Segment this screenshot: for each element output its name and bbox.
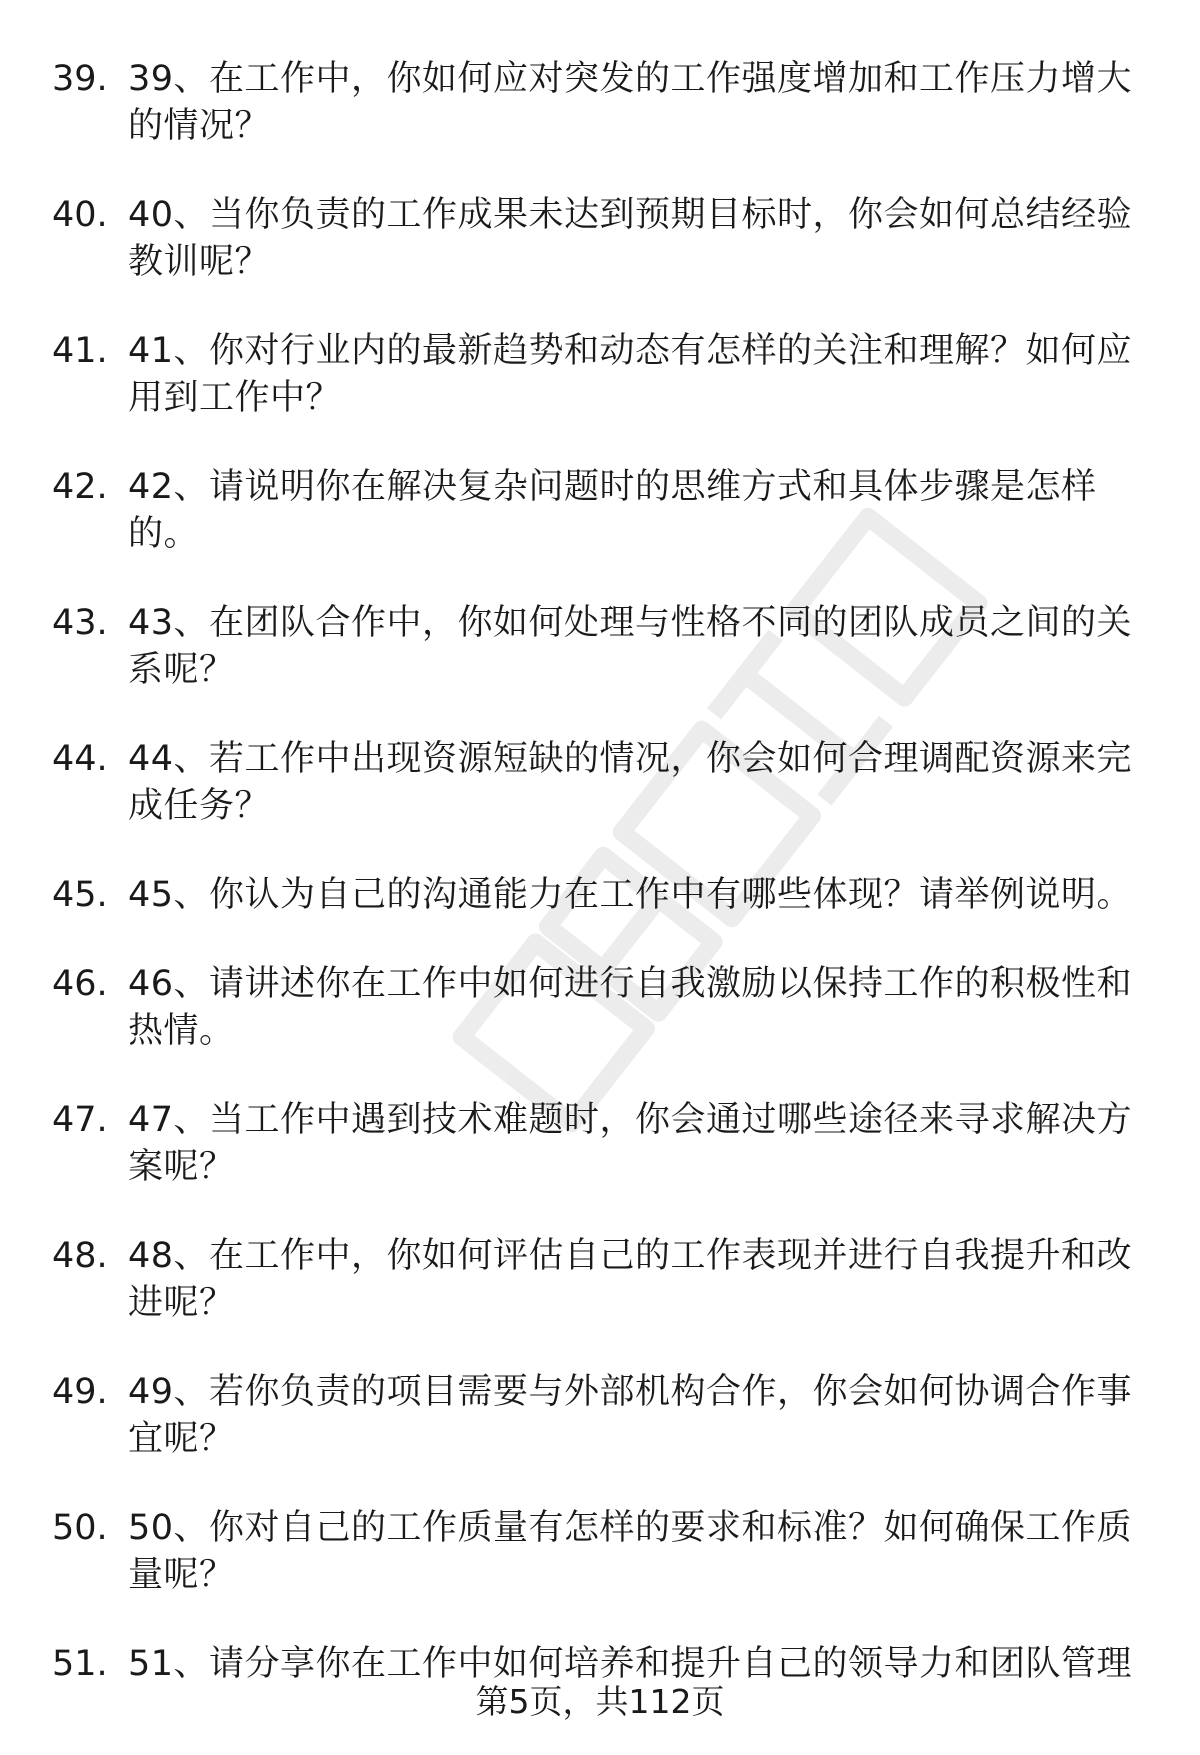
- item-number: 51.: [52, 1644, 108, 1684]
- item-number: 40.: [52, 195, 108, 235]
- item-number: 39.: [52, 59, 108, 99]
- list-item: [52, 961, 1152, 1055]
- item-number: 44.: [52, 739, 108, 779]
- list-item: [52, 1369, 1152, 1463]
- item-number: 42.: [52, 467, 108, 507]
- item-number: 45.: [52, 875, 108, 915]
- item-text: 48、在工作中，你如何评估自己的工作表现并进行自我提升和改进呢？: [128, 1236, 1133, 1323]
- item-text: 39、在工作中，你如何应对突发的工作强度增加和工作压力增大的情况？: [128, 59, 1133, 146]
- item-number: 41.: [52, 331, 108, 371]
- item-number: 43.: [52, 603, 108, 643]
- list-item: [52, 464, 1152, 558]
- item-text: 46、请讲述你在工作中如何进行自我激励以保持工作的积极性和热情。: [128, 964, 1133, 1051]
- list-item: [52, 736, 1152, 830]
- item-text: 43、在团队合作中，你如何处理与性格不同的团队成员之间的关系呢？: [128, 603, 1133, 690]
- item-text: 50、你对自己的工作质量有怎样的要求和标准？如何确保工作质量呢？: [128, 1508, 1133, 1595]
- page-footer: 第5页，共112页: [475, 1682, 725, 1721]
- list-item: [52, 1505, 1152, 1599]
- item-text: 47、当工作中遇到技术难题时，你会通过哪些途径来寻求解决方案呢？: [128, 1100, 1133, 1187]
- list-item: [52, 1233, 1152, 1327]
- list-item: [52, 872, 1152, 919]
- item-number: 47.: [52, 1100, 108, 1140]
- item-text: 51、请分享你在工作中如何培养和提升自己的领导力和团队管理: [128, 1644, 1133, 1684]
- item-number: 48.: [52, 1236, 108, 1276]
- item-text: 44、若工作中出现资源短缺的情况，你会如何合理调配资源来完成任务？: [128, 739, 1133, 826]
- item-text: 45、你认为自己的沟通能力在工作中有哪些体现？请举例说明。: [128, 875, 1133, 915]
- list-item: [52, 1097, 1152, 1191]
- list-item: [52, 56, 1152, 150]
- item-text: 49、若你负责的项目需要与外部机构合作，你会如何协调合作事宜呢？: [128, 1372, 1133, 1459]
- list-item: [52, 600, 1152, 694]
- item-text: 40、当你负责的工作成果未达到预期目标时，你会如何总结经验教训呢？: [128, 195, 1133, 282]
- item-number: 49.: [52, 1372, 108, 1412]
- item-text: 42、请说明你在解决复杂问题时的思维方式和具体步骤是怎样的。: [128, 467, 1097, 554]
- item-number: 50.: [52, 1508, 108, 1548]
- item-text: 41、你对行业内的最新趋势和动态有怎样的关注和理解？如何应用到工作中？: [128, 331, 1133, 418]
- list-item: [52, 192, 1152, 286]
- list-item: [52, 328, 1152, 422]
- item-number: 46.: [52, 964, 108, 1004]
- question-list: [52, 56, 1152, 1730]
